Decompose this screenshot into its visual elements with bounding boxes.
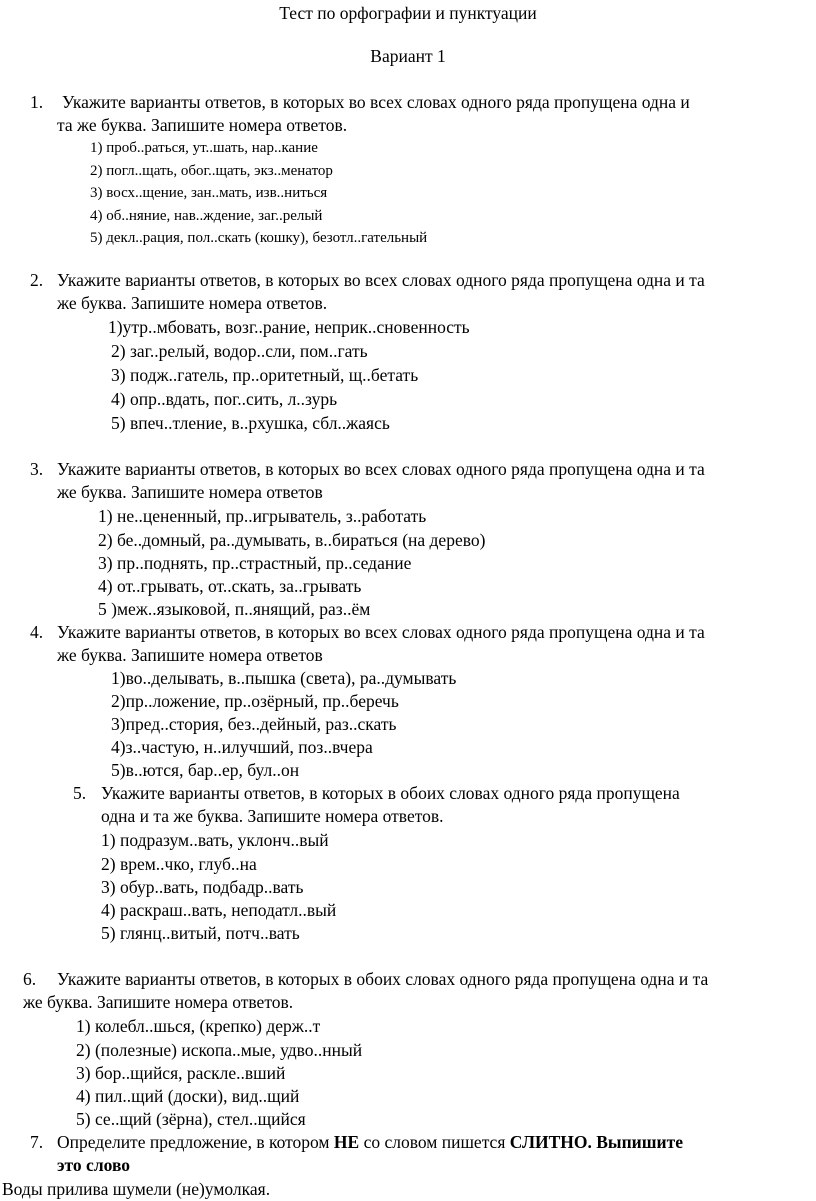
question-text-bold: это слово <box>57 1155 131 1175</box>
question-text: Определите предложение, в котором НЕ со словом пишется СЛИТНО. Выпишите <box>57 1132 683 1152</box>
answer-option: 2) врем..чко, глуб..на <box>101 854 257 874</box>
answer-option: 2) заг..релый, водор..сли, пом..гать <box>111 341 368 361</box>
answer-option: 5)в..ются, бар..ер, бул..он <box>111 760 300 780</box>
answer-option: 3) бор..щийся, раскле..вший <box>76 1063 286 1083</box>
question-number: 7. <box>30 1132 44 1152</box>
question-text: Укажите варианты ответов, в которых во всех словах одного ряда пропущена одна и <box>62 92 690 112</box>
question-text: Укажите варианты ответов, в которых во всех словах одного ряда пропущена одна и та <box>57 622 705 642</box>
answer-option: 5) глянц..витый, потч..вать <box>101 923 300 943</box>
question-text: же буква. Запишите номера ответов <box>57 482 323 502</box>
variant-label: Вариант 1 <box>370 46 446 66</box>
answer-option: 3) восх..щение, зан..мать, изв..ниться <box>90 185 328 201</box>
question-text: же буква. Запишите номера ответов. <box>23 992 294 1012</box>
question-number: 6. <box>23 969 37 989</box>
answer-option: 4) пил..щий (доски), вид..щий <box>76 1086 300 1106</box>
answer-option: 1)утр..мбовать, возг..рание, неприк..сновенность <box>108 317 470 337</box>
answer-option: 3)пред..стория, без..дейный, раз..скать <box>111 714 397 734</box>
question-number: 3. <box>30 459 44 479</box>
answer-option: 1) не..цененный, пр..игрыватель, з..работать <box>98 506 427 526</box>
answer-option: 5) впеч..тление, в..рхушка, сбл..жаясь <box>111 413 390 433</box>
answer-option: 3) пр..поднять, пр..страстный, пр..седание <box>98 553 412 573</box>
answer-option: 1) подразум..вать, уклонч..вый <box>101 830 329 850</box>
question-text: та же буква. Запишите номера ответов. <box>57 115 348 135</box>
answer-option: 3) обур..вать, подбадр..вать <box>101 877 304 897</box>
answer-option: 2) бе..домный, ра..думывать, в..бираться (на дерево) <box>98 530 486 550</box>
question-text: Укажите варианты ответов, в которых во всех словах одного ряда пропущена одна и та <box>57 270 705 290</box>
answer-option: 5) декл..рация, пол..скать (кошку), безотл..гательный <box>90 230 428 246</box>
question-text: же буква. Запишите номера ответов <box>57 645 323 665</box>
answer-option: 4) раскраш..вать, неподатл..вый <box>101 900 337 920</box>
answer-option: 5) се..щий (зёрна), стел..щийся <box>76 1109 306 1129</box>
answer-option: 4)з..частую, н..илучший, поз..вчера <box>111 737 373 757</box>
answer-option: 1) колебл..шься, (крепко) держ..т <box>76 1016 321 1036</box>
answer-option: 5 )меж..языковой, п..янящий, раз..ём <box>98 599 371 619</box>
answer-option: 1)во..делывать, в..пышка (света), ра..думывать <box>111 668 457 688</box>
question-text: Укажите варианты ответов, в которых в обоих словах одного ряда пропущена одна и та <box>57 969 709 989</box>
answer-option: 1) проб..раться, ут..шать, нар..кание <box>90 140 318 156</box>
question-number: 1. <box>30 92 44 112</box>
answer-option: 2) погл..щать, обог..щать, экз..менатор <box>90 163 333 179</box>
question-number: 5. <box>73 783 87 803</box>
emphasis-instruction: СЛИТНО. Выпишите <box>509 1132 683 1152</box>
task-sentence: Воды прилива шумели (не)умолкая. <box>2 1179 271 1199</box>
answer-option: 4) об..няние, нав..ждение, заг..релый <box>90 208 323 224</box>
question-text: же буква. Запишите номера ответов. <box>57 293 328 313</box>
page-title: Тест по орфографии и пунктуации <box>279 3 537 23</box>
answer-option: 4) опр..вдать, пог..сить, л..зурь <box>111 389 338 409</box>
question-number: 2. <box>30 270 44 290</box>
question-text: Укажите варианты ответов, в которых во всех словах одного ряда пропущена одна и та <box>57 459 705 479</box>
answer-option: 2)пр..ложение, пр..озёрный, пр..беречь <box>111 691 399 711</box>
answer-option: 4) от..грывать, от..скать, за..грывать <box>98 576 362 596</box>
answer-option: 2) (полезные) ископа..мые, удво..нный <box>76 1040 363 1060</box>
question-text: Укажите варианты ответов, в которых в обоих словах одного ряда пропущена <box>101 783 680 803</box>
question-text: одна и та же буква. Запишите номера ответов. <box>101 806 444 826</box>
emphasis-ne: НЕ <box>333 1132 360 1152</box>
answer-option: 3) подж..гатель, пр..оритетный, щ..бетать <box>111 365 419 385</box>
question-number: 4. <box>30 622 44 642</box>
